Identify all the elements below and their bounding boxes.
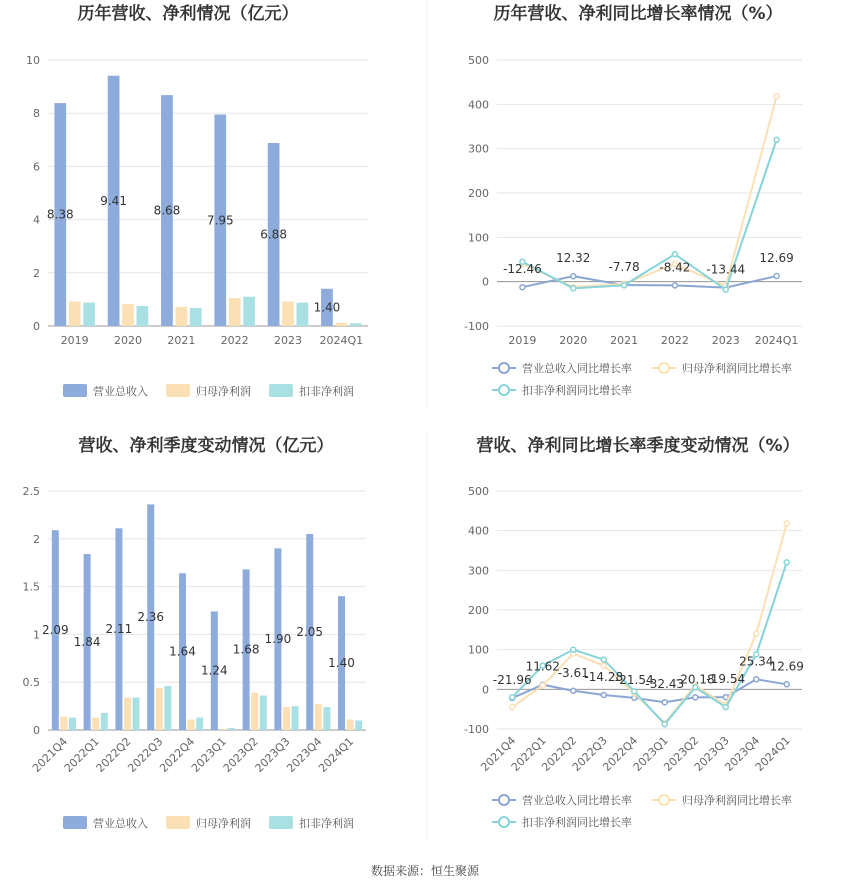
data-label: 1.84 xyxy=(73,635,101,650)
y-tick-label: 0 xyxy=(33,320,40,333)
y-tick-label: 0.5 xyxy=(22,676,40,690)
line-point xyxy=(774,94,779,99)
legend-swatch xyxy=(269,384,293,397)
x-tick-label: 2019 xyxy=(508,334,537,347)
line-point xyxy=(601,663,606,668)
x-tick-label: 2020 xyxy=(559,334,588,347)
chart-2 xyxy=(464,3,802,397)
x-tick-label: 2021 xyxy=(167,334,196,347)
bar-deducted-profit xyxy=(196,718,203,730)
data-label: 25.34 xyxy=(739,654,774,669)
x-tick-label: 2019 xyxy=(60,334,89,347)
data-label: 1.40 xyxy=(328,656,355,671)
line-point xyxy=(784,560,789,565)
data-label: 2.36 xyxy=(137,610,165,625)
data-label: 1.24 xyxy=(200,663,228,678)
bar-deducted-profit xyxy=(323,707,330,730)
y-tick-label: 8 xyxy=(33,107,40,121)
y-tick-label: 500 xyxy=(468,485,489,498)
line-point xyxy=(693,695,698,700)
data-label: 2.05 xyxy=(296,625,324,640)
legend-marker xyxy=(499,363,509,373)
legend xyxy=(63,816,354,830)
data-label: -7.78 xyxy=(608,260,640,275)
bar-net-profit xyxy=(219,729,226,730)
data-label: 7.95 xyxy=(206,213,234,228)
chart-title: 历年营收、净利情况（亿元） xyxy=(77,4,299,24)
data-label: 12.32 xyxy=(556,251,591,266)
line-point xyxy=(774,274,779,279)
line-point xyxy=(723,287,728,292)
x-tick-label: 2023Q2 xyxy=(220,734,261,775)
x-tick-label: 2022Q1 xyxy=(508,733,549,774)
bar-net-profit xyxy=(315,704,322,730)
line-point xyxy=(723,705,728,710)
legend-label: 扣非净利润 xyxy=(299,385,354,398)
y-tick-label: -100 xyxy=(464,320,489,333)
y-tick-label: 200 xyxy=(468,187,489,200)
legend-swatch xyxy=(63,816,87,829)
data-label: 12.69 xyxy=(769,659,804,674)
bar-net-profit xyxy=(347,719,354,730)
line-point xyxy=(784,682,789,687)
line-point xyxy=(784,521,789,526)
y-tick-label: 0 xyxy=(482,683,489,697)
data-label: -8.42 xyxy=(659,260,691,275)
y-tick-label: 100 xyxy=(468,643,489,657)
bar-deducted-profit xyxy=(190,308,202,326)
legend-marker xyxy=(499,385,509,395)
x-tick-label: 2021 xyxy=(610,334,639,347)
x-tick-label: 2020 xyxy=(114,334,142,347)
y-tick-label: 2 xyxy=(33,532,40,546)
x-tick-label: 2024Q1 xyxy=(316,734,357,775)
bar-deducted-profit xyxy=(133,697,140,730)
bar-deducted-profit xyxy=(350,323,362,326)
bar-net-profit xyxy=(122,304,134,326)
x-tick-label: 2023Q2 xyxy=(661,733,702,774)
data-label: 6.88 xyxy=(260,227,287,242)
bar-net-profit xyxy=(251,693,258,730)
y-tick-label: 0 xyxy=(482,275,489,289)
bar-net-profit xyxy=(188,719,195,730)
bar-net-profit xyxy=(283,707,290,730)
bar-net-profit xyxy=(229,298,241,326)
legend-label: 归母净利润 xyxy=(196,385,251,398)
line-point xyxy=(774,137,779,142)
line-point xyxy=(632,689,637,694)
data-label: 1.40 xyxy=(313,300,341,315)
line-point xyxy=(571,688,576,693)
chart-title: 营收、净利季度变动情况（亿元） xyxy=(78,436,334,456)
data-label: 8.68 xyxy=(153,203,181,218)
y-tick-label: 10 xyxy=(26,54,40,67)
data-label: 2.09 xyxy=(41,623,69,638)
x-tick-label: 2023Q1 xyxy=(630,733,671,774)
y-tick-label: 6 xyxy=(33,160,40,174)
legend-swatch xyxy=(63,384,87,397)
bar-deducted-profit xyxy=(260,696,267,730)
x-tick-label: 2023 xyxy=(711,334,740,347)
x-tick-label: 2022Q3 xyxy=(569,733,610,774)
x-tick-label: 2022Q4 xyxy=(600,733,641,774)
x-tick-label: 2021Q4 xyxy=(478,733,519,774)
line-point xyxy=(571,286,576,291)
legend-label: 营业总收入 xyxy=(93,817,148,830)
chart-3 xyxy=(23,435,367,830)
bar-deducted-profit xyxy=(137,306,149,326)
data-label: 2.11 xyxy=(105,622,133,637)
x-tick-label: 2022 xyxy=(220,334,249,347)
data-label: -3.61 xyxy=(557,665,589,680)
y-tick-label: 500 xyxy=(468,54,489,67)
chart-title: 营收、净利同比增长率季度变动情况（%） xyxy=(476,436,800,456)
data-label: 1.68 xyxy=(232,642,260,657)
data-label: 9.41 xyxy=(100,193,127,208)
y-tick-label: 200 xyxy=(468,604,489,617)
line-point xyxy=(520,285,525,290)
line-series-2 xyxy=(512,524,787,724)
legend-label: 归母净利润同比增长率 xyxy=(682,362,792,375)
x-tick-label: 2023Q3 xyxy=(252,734,293,775)
line-point xyxy=(672,283,677,288)
legend-swatch xyxy=(166,384,190,397)
data-source-note: 数据来源：恒生聚源 xyxy=(370,864,479,878)
line-point xyxy=(540,683,545,688)
data-label: -14.28 xyxy=(584,669,624,684)
line-point xyxy=(601,657,606,662)
legend xyxy=(492,361,792,397)
x-tick-label: 2023Q3 xyxy=(691,733,732,774)
y-tick-label: 400 xyxy=(468,98,489,112)
x-tick-label: 2024Q1 xyxy=(319,334,364,347)
data-label: 8.38 xyxy=(46,207,74,222)
bar-net-profit xyxy=(124,697,131,730)
y-tick-label: 1.5 xyxy=(22,580,40,594)
bar-net-profit xyxy=(282,302,294,326)
x-tick-label: 2024Q1 xyxy=(752,733,793,774)
bar-deducted-profit xyxy=(228,728,235,730)
legend-label: 归母净利润 xyxy=(196,817,251,830)
x-tick-label: 2023Q4 xyxy=(722,733,763,774)
bar-deducted-profit xyxy=(292,706,299,730)
chart-1 xyxy=(26,3,368,398)
y-tick-label: 4 xyxy=(33,213,40,227)
legend-label: 营业总收入 xyxy=(93,385,148,398)
data-label: -19.54 xyxy=(706,672,746,687)
chart-4 xyxy=(464,435,804,829)
y-tick-label: 400 xyxy=(468,524,489,538)
data-label: -20.18 xyxy=(675,672,715,687)
y-tick-label: 100 xyxy=(468,231,489,245)
x-tick-label: 2022Q1 xyxy=(61,734,102,775)
x-tick-label: 2022Q3 xyxy=(125,734,166,775)
bar-net-profit xyxy=(60,717,67,730)
data-label: 1.90 xyxy=(264,632,292,647)
data-label: -13.44 xyxy=(706,262,746,277)
data-label: -21.96 xyxy=(492,673,532,688)
bar-deducted-profit xyxy=(297,303,309,326)
legend-marker xyxy=(499,817,509,827)
x-tick-label: 2023Q1 xyxy=(188,734,230,775)
line-point xyxy=(510,705,515,710)
x-tick-label: 2022Q2 xyxy=(93,734,134,775)
bar-net-profit xyxy=(92,718,99,730)
y-tick-label: 300 xyxy=(468,142,489,156)
y-tick-label: 1 xyxy=(33,628,40,642)
x-tick-label: 2022 xyxy=(660,334,689,347)
bar-deducted-profit xyxy=(83,303,95,326)
bar-deducted-profit xyxy=(69,718,76,730)
legend-marker xyxy=(659,363,669,373)
x-tick-label: 2021Q4 xyxy=(29,734,71,775)
line-point xyxy=(662,700,667,705)
y-tick-label: 2.5 xyxy=(22,485,40,498)
legend xyxy=(63,384,354,398)
line-point xyxy=(622,283,627,288)
bar-net-profit xyxy=(335,323,347,326)
legend-swatch xyxy=(166,816,190,829)
legend-label: 扣非净利润同比增长率 xyxy=(522,816,632,829)
bar-deducted-profit xyxy=(355,720,362,730)
bar-net-profit xyxy=(175,307,187,326)
line-point xyxy=(662,722,667,727)
bar-net-profit xyxy=(156,688,163,730)
bar-deducted-profit xyxy=(101,713,108,730)
y-tick-label: 0 xyxy=(33,724,40,737)
chart-title: 历年营收、净利同比增长率情况（%） xyxy=(493,4,783,24)
y-tick-label: -100 xyxy=(464,723,489,736)
legend-label: 扣非净利润 xyxy=(299,817,354,830)
data-label: 11.62 xyxy=(525,659,560,674)
bar-deducted-profit xyxy=(243,297,255,326)
line-point xyxy=(601,692,606,697)
data-label: 1.64 xyxy=(169,644,196,659)
line-point xyxy=(510,695,515,700)
x-tick-label: 2022Q4 xyxy=(157,734,198,775)
legend-label: 扣非净利润同比增长率 xyxy=(522,384,632,397)
legend xyxy=(492,793,792,829)
data-label: -12.46 xyxy=(503,262,542,277)
y-tick-label: 2 xyxy=(33,266,40,280)
data-label: 12.69 xyxy=(759,251,794,266)
x-tick-label: 2024Q1 xyxy=(754,334,799,347)
legend-marker xyxy=(499,795,509,805)
x-tick-label: 2023 xyxy=(274,334,302,347)
x-tick-label: 2023Q4 xyxy=(284,734,325,775)
y-tick-label: 300 xyxy=(468,564,489,578)
line-point xyxy=(754,631,759,636)
x-tick-label: 2022Q2 xyxy=(539,733,580,774)
legend-label: 营业总收入同比增长率 xyxy=(522,362,632,375)
bar-deducted-profit xyxy=(164,686,171,730)
legend-label: 归母净利润同比增长率 xyxy=(682,794,792,807)
legend-swatch xyxy=(269,816,293,829)
line-point xyxy=(571,274,576,279)
line-point xyxy=(672,252,677,257)
legend-marker xyxy=(659,795,669,805)
data-label: -32.43 xyxy=(645,677,685,692)
line-point xyxy=(754,677,759,682)
bar-net-profit xyxy=(69,302,81,326)
data-label: -21.54 xyxy=(614,672,654,687)
legend-label: 营业总收入同比增长率 xyxy=(522,794,632,807)
line-point xyxy=(571,647,576,652)
